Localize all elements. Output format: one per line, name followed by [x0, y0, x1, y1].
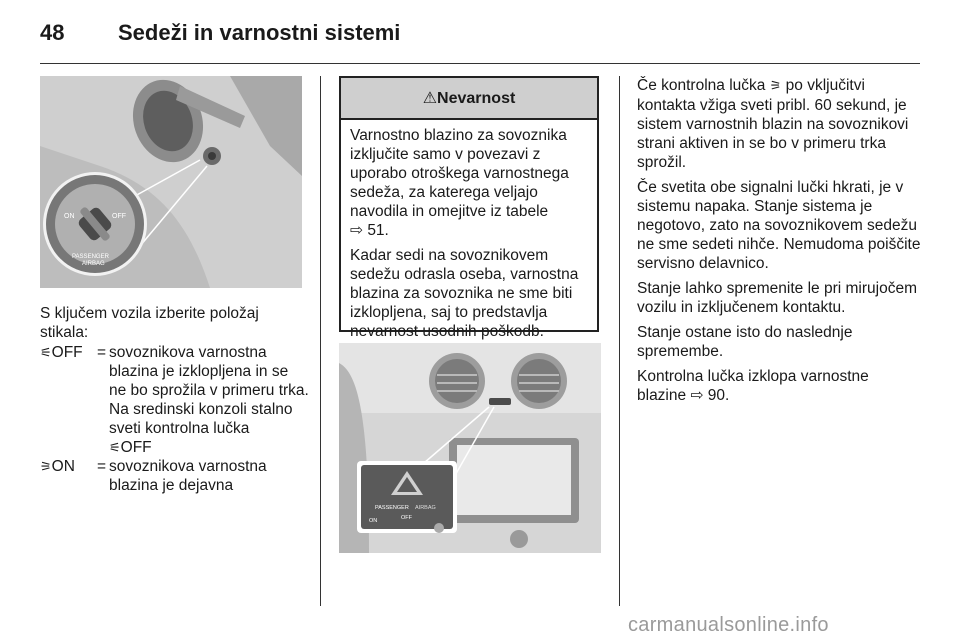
airbag-off-icon: ⚟ — [40, 346, 52, 361]
danger-warning-box — [339, 76, 599, 340]
airbag-on-icon: ⚞ — [40, 460, 52, 475]
right-paragraph-3: Stanje lahko spremenite le pri mirujočem vozilu in izključenem kontaktu. — [637, 280, 917, 316]
switch-label-off: OFF — [112, 213, 126, 220]
right-paragraph-4: Stanje ostane isto do naslednje spremembe. — [637, 324, 853, 360]
definition-desc-on: sovoznikova varnostna blazina je dejavna — [109, 458, 267, 494]
warning-paragraph-1: Varnostno blazino za sovoznika izključite samo v povezavi z uporabo otroškega varnostnega sedeža, za katerega veljajo navodila in omejitve iz tabele ⇨ 51. — [350, 127, 569, 239]
console-label-passenger: PASSENGER — [375, 505, 409, 511]
switch-label-airbag: AIRBAG — [82, 261, 105, 267]
column-divider-left — [320, 76, 321, 606]
airbag-off-icon: ⚟ — [109, 441, 121, 456]
switch-intro-text: S ključem vozila izberite položaj stikala: — [40, 305, 259, 341]
watermark: carmanualsonline.info — [628, 614, 829, 636]
warning-paragraph-2: Kadar sedi na sovoznikovem sedežu odrasla oseba, varnostna blazina za sovoznika ne sme biti izklopljena, saj to predstavlja nevarnost usodnih poškodb. — [350, 247, 579, 340]
page-title: Sedeži in varnostni sistemi — [118, 20, 401, 45]
page-header — [40, 14, 920, 58]
definition-term-on: ⚞ON — [40, 458, 75, 475]
page-reference-icon: ⇨ — [350, 221, 363, 239]
right-paragraph-5: Kontrolna lučka izklopa varnostne blazine ⇨ 90. — [637, 368, 869, 404]
warning-header — [341, 78, 597, 120]
switch-label-on: ON — [64, 213, 75, 220]
definition-on: ⚞ON = sovoznikova varnostna blazina je dejavna — [40, 457, 315, 497]
console-label-off: OFF — [401, 515, 412, 521]
airbag-on-icon: ⚞ — [769, 79, 782, 94]
right-paragraph-1: Če kontrolna lučka ⚞ po vključitvi kontakta vžiga sveti pribl. 60 sekund, je sistem varnostnih blazin na sovoznikovi strani aktiven in se bo v primeru trka sprožil. — [637, 77, 909, 171]
right-paragraph-2: Če svetita obe signalni lučki hkrati, je v sistemu napaka. Stanje sistema je negotovo, zato na sovoznikovem sedežu ne sme sedeti nihče. Nemudoma poiščite servisno delavnico. — [637, 179, 921, 272]
definition-term-off: ⚟OFF — [40, 344, 83, 361]
warning-title: Nevarnost — [437, 90, 516, 107]
airbag-switch-photo — [40, 76, 302, 288]
warning-triangle-icon: ⚠ — [422, 88, 438, 107]
page-reference-icon: ⇨ — [690, 386, 704, 404]
definition-desc-off: sovoznikova varnostna blazina je izklopljena in se ne bo sprožila v primeru trka. Na sredinski konzoli stalno sveti kontrolna lučka ⚟OFF — [109, 344, 309, 456]
center-console-photo — [339, 343, 601, 553]
page-number: 48 — [40, 20, 65, 45]
console-label-airbag: AIRBAG — [415, 505, 436, 511]
console-label-on: ON — [369, 518, 378, 524]
right-column-text — [637, 76, 922, 411]
switch-label-passenger: PASSENGER — [72, 254, 109, 260]
column-divider-right — [619, 76, 620, 606]
header-rule — [40, 63, 920, 64]
definition-off: ⚟OFF = sovoznikova varnostna blazina je izklopljena in se ne bo sprožila v primeru trka. Na sredinski konzoli stalno sveti kontrolna lučka ⚟OFF — [40, 344, 309, 456]
